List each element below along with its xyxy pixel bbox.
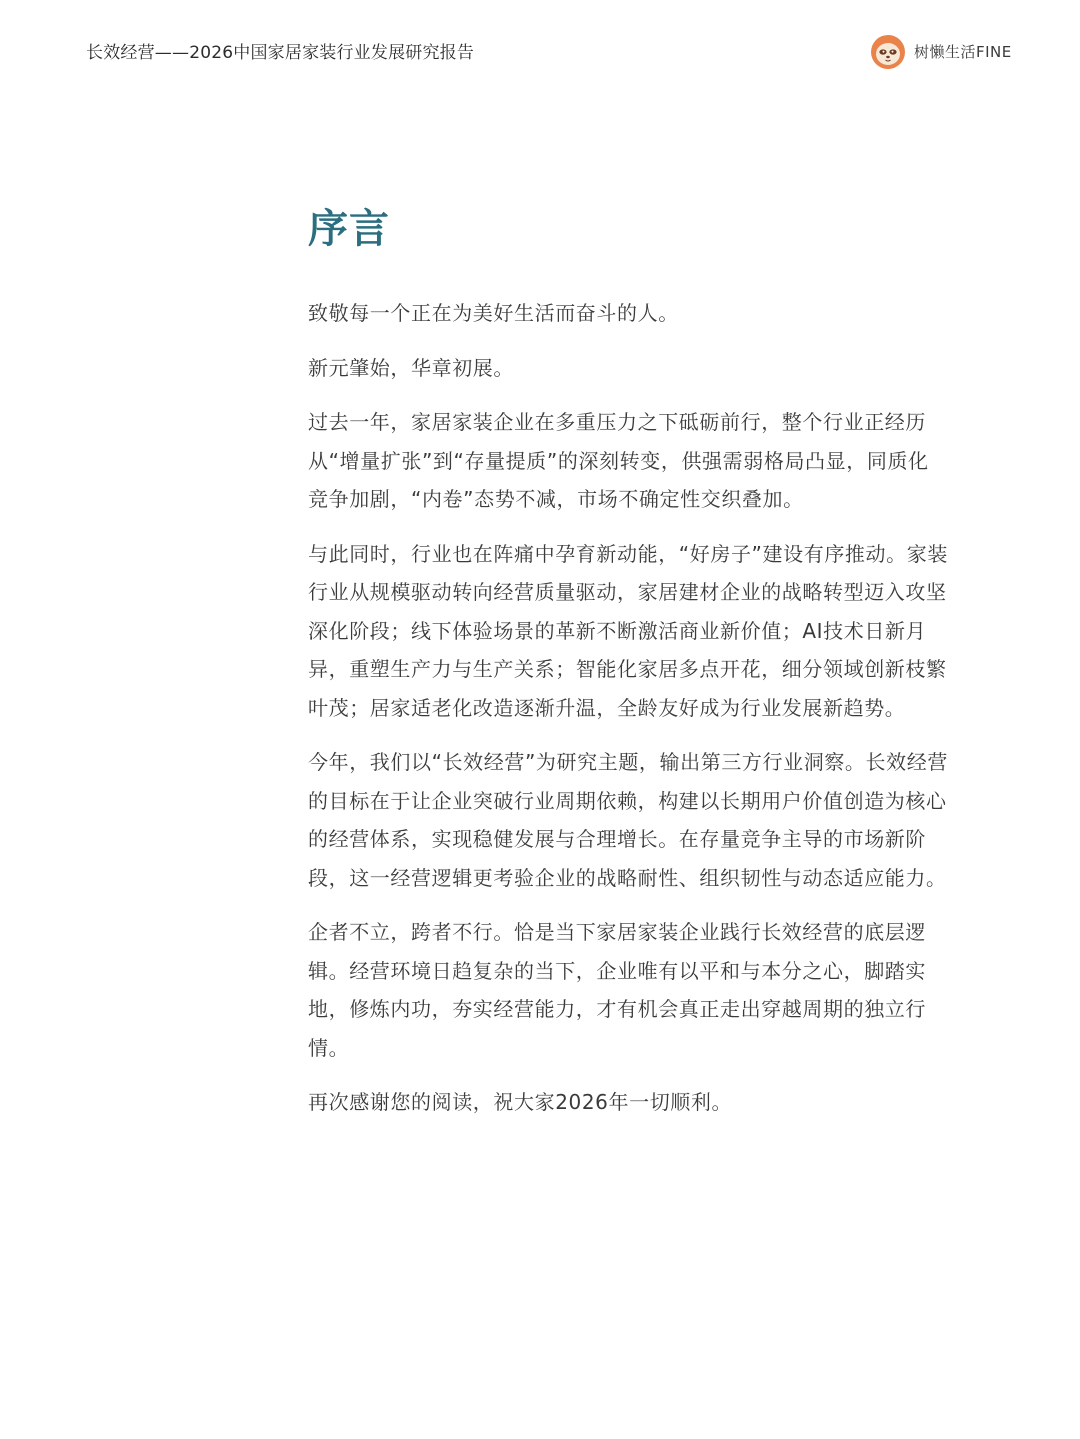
report-title: 长效经营——2026中国家居家装行业发展研究报告	[86, 43, 475, 63]
preface-paragraph: 企者不立，跨者不行。恰是当下家居家装企业践行长效经营的底层逻辑。经营环境日趋复杂的当下，企业唯有以平和与本分之心，脚踏实地，修炼内功，夯实经营能力，才有机会真正走出穿越周期的独立行情。	[308, 920, 926, 1060]
sloth-face-icon	[870, 34, 906, 70]
preface-paragraph: 再次感谢您的阅读，祝大家2026年一切顺利。	[308, 1090, 733, 1114]
preface-section	[308, 200, 948, 1138]
preface-paragraph: 与此同时，行业也在阵痛中孕育新动能，“好房子”建设有序推动。家装行业从规模驱动转向经营质量驱动，家居建材企业的战略转型迈入攻坚深化阶段；线下体验场景的革新不断激活商业新价值；AI技术日新月异，重塑生产力与生产关系；智能化家居多点开花，细分领域创新枝繁叶茂；居家适老化改造逐渐升温，全龄友好成为行业发展新趋势。	[308, 541, 948, 720]
brand	[870, 33, 1012, 71]
preface-paragraph: 致敬每一个正在为美好生活而奋斗的人。	[308, 301, 679, 325]
page-header	[0, 0, 1080, 100]
preface-paragraph: 新元肇始，华章初展。	[308, 355, 514, 380]
preface-paragraph: 过去一年，家居家装企业在多重压力之下砥砺前行，整个行业正经历从“增量扩张”到“存量提质”的深刻转变，供强需弱格局凸显，同质化竞争加剧，“内卷”态势不减，市场不确定性交织叠加。	[308, 410, 929, 511]
brand-name: 树懒生活FINE	[914, 43, 1012, 61]
preface-paragraph: 今年，我们以“长效经营”为研究主题，输出第三方行业洞察。长效经营的目标在于让企业突破行业周期依赖，构建以长期用户价值创造为核心的经营体系，实现稳健发展与合理增长。在存量竞争主导的市场新阶段，这一经营逻辑更考验企业的战略耐性、组织韧性与动态适应能力。	[308, 750, 948, 890]
preface-body	[308, 294, 948, 1122]
preface-heading: 序言	[308, 206, 390, 252]
